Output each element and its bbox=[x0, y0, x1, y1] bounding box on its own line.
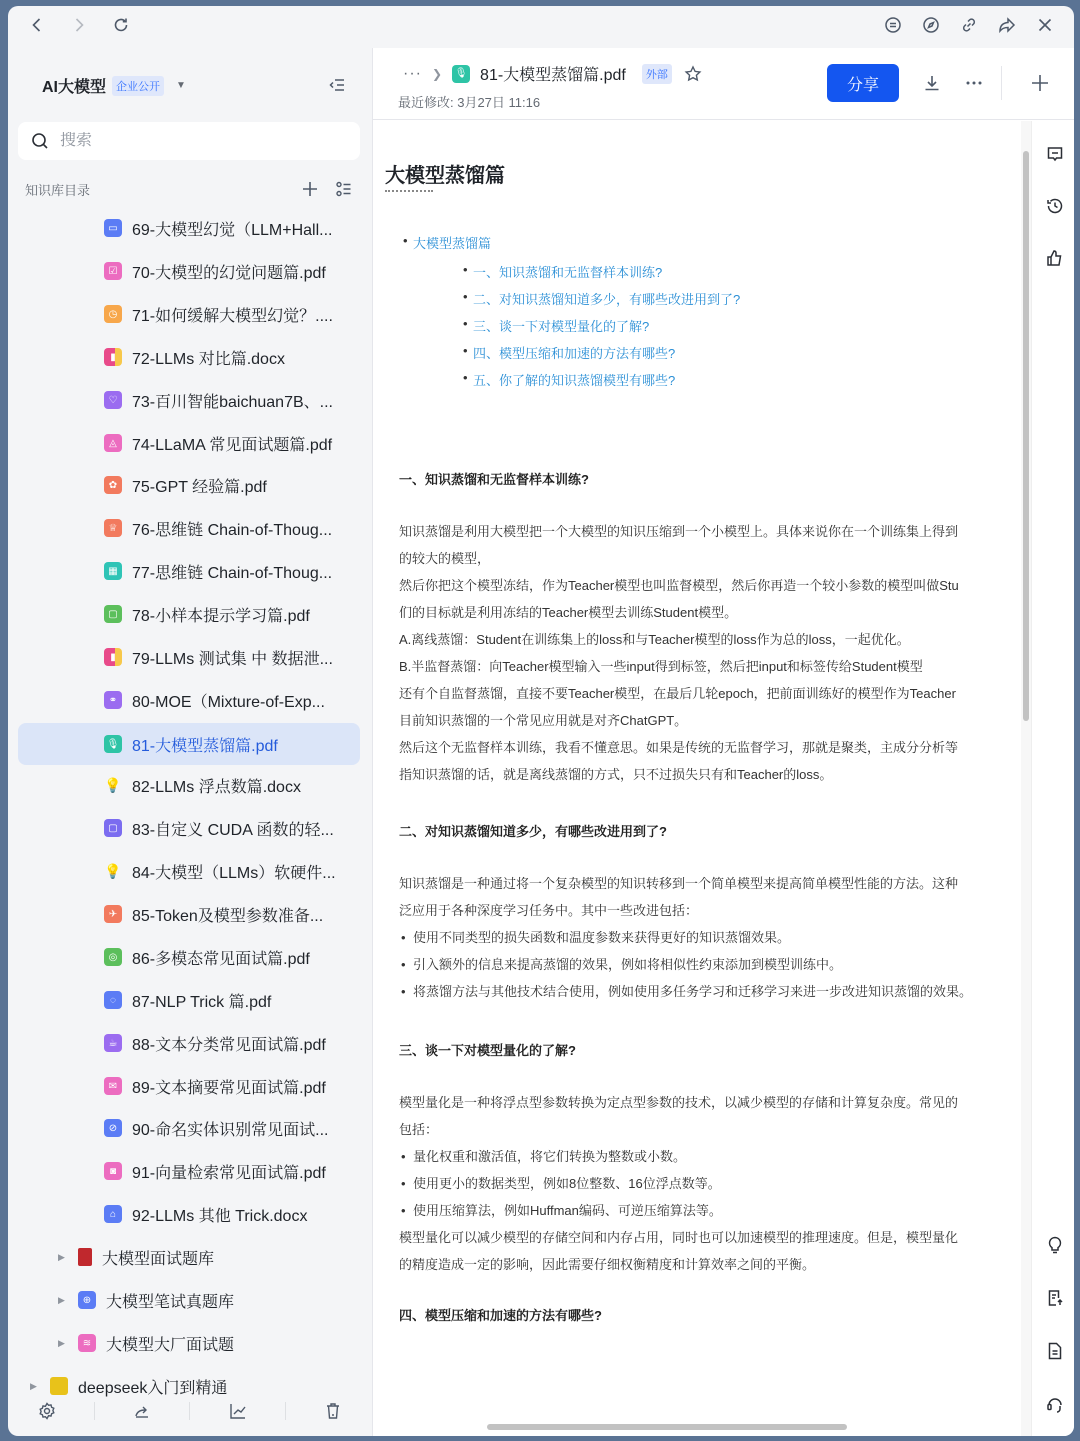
screen-icon: ▭ bbox=[104, 219, 122, 237]
add-icon[interactable] bbox=[1029, 72, 1051, 94]
trash-icon[interactable] bbox=[322, 1400, 344, 1422]
tree-item[interactable] bbox=[104, 1024, 326, 1062]
section-heading: 二、对知识蒸馏知道多少，有哪些改进用到了? bbox=[399, 824, 667, 839]
paragraph-line: 目前知识蒸馏的一个常见应用就是对齐ChatGPT。 bbox=[399, 713, 688, 728]
app-window bbox=[8, 6, 1074, 1436]
doc-name: 81-大模型蒸馏篇.pdf bbox=[480, 67, 626, 84]
tree-item-label: 79-LLMs 测试集 中 数据泄... bbox=[132, 650, 333, 668]
settings-icon[interactable] bbox=[36, 1400, 58, 1422]
palette-icon: ✿ bbox=[104, 476, 122, 494]
document-content bbox=[373, 121, 1015, 1436]
divider bbox=[1001, 66, 1002, 100]
bullet-item: • 引入额外的信息来提高蒸馏的效果，例如将相似性约束添加到模型训练中。 bbox=[399, 951, 972, 978]
link-icon[interactable] bbox=[958, 14, 980, 36]
tree-item-label: 77-思维链 Chain-of-Thoug... bbox=[132, 564, 333, 582]
document-title: 大模型蒸馏篇 bbox=[385, 159, 505, 188]
space-visibility-badge: 企业公开 bbox=[112, 76, 164, 96]
tree-folder[interactable] bbox=[58, 1324, 234, 1362]
bullet-item: • 使用更小的数据类型，例如8位整数、16位浮点数等。 bbox=[399, 1170, 958, 1197]
tree-item[interactable] bbox=[104, 509, 332, 547]
paragraph-line: 知识蒸馏是利用大模型把一个大模型的知识压缩到一个小模型上。具体来说你在一个训练集上得到 bbox=[399, 524, 959, 539]
tree-item[interactable] bbox=[104, 638, 333, 676]
paragraph-line: 们的目标就是利用冻结的Teacher模型去训练Student模型。 bbox=[399, 605, 738, 620]
toc-link[interactable]: • 大模型蒸馏篇 bbox=[413, 233, 740, 252]
paragraph-line: 包括： bbox=[399, 1122, 439, 1137]
tree-item-label: 83-自定义 CUDA 函数的轻... bbox=[132, 821, 334, 839]
globe-icon: ⊕ bbox=[78, 1291, 96, 1309]
tree-item-label: 87-NLP Trick 篇.pdf bbox=[132, 993, 272, 1011]
star-icon[interactable] bbox=[682, 63, 704, 85]
tree-item[interactable] bbox=[104, 252, 326, 290]
collapse-sidebar-icon[interactable] bbox=[326, 74, 348, 96]
section-heading: 一、知识蒸馏和无监督样本训练? bbox=[399, 472, 589, 487]
paragraph-line: 的较大的模型， bbox=[399, 551, 491, 566]
chat-icon[interactable] bbox=[882, 14, 904, 36]
expand-arrow-icon[interactable]: ▶ bbox=[58, 1337, 65, 1348]
bullet-item: • 将蒸馏方法与其他技术结合使用，例如使用多任务学习和迁移学习来进一步改进知识蒸馏的效果。 bbox=[399, 978, 972, 1005]
search-icon bbox=[30, 131, 50, 151]
like-icon[interactable] bbox=[1044, 247, 1066, 269]
toc-link[interactable]: • 四、模型压缩和加速的方法有哪些? bbox=[473, 343, 740, 370]
note-icon: ▢ bbox=[104, 819, 122, 837]
tree-item-label: 82-LLMs 浮点数篇.docx bbox=[132, 778, 301, 796]
mail-icon: ✉ bbox=[104, 1077, 122, 1095]
paragraph-line: 泛应用于各种深度学习任务中。其中一些改进包括： bbox=[399, 903, 699, 918]
layers-icon: ≋ bbox=[78, 1334, 96, 1352]
clock-icon: ◷ bbox=[104, 305, 122, 323]
section-body bbox=[399, 870, 972, 1005]
external-badge: 外部 bbox=[642, 64, 672, 84]
doc-upload-icon[interactable] bbox=[1044, 1287, 1066, 1309]
list-view-icon[interactable] bbox=[333, 178, 355, 200]
forward-share-icon[interactable] bbox=[996, 14, 1018, 36]
note-icon: ▢ bbox=[104, 605, 122, 623]
lightbulb-icon: 💡 bbox=[104, 862, 122, 879]
tree-item[interactable] bbox=[104, 381, 333, 419]
tree-item-label: 80-MOE（Mixture-of-Exp... bbox=[132, 693, 325, 711]
camera-icon: ◙ bbox=[104, 1162, 122, 1180]
tree-item[interactable] bbox=[104, 1195, 307, 1233]
tree-folder-label: 大模型大厂面试题 bbox=[106, 1336, 235, 1354]
toc-link[interactable]: • 五、你了解的知识蒸馏模型有哪些? bbox=[473, 370, 740, 397]
expand-arrow-icon[interactable]: ▶ bbox=[58, 1294, 65, 1305]
airplane-icon: ✈ bbox=[104, 905, 122, 923]
tree-item-label: 76-思维链 Chain-of-Thoug... bbox=[132, 521, 333, 539]
bullet-item: • 使用压缩算法，例如Huffman编码、可逆压缩算法等。 bbox=[399, 1197, 958, 1224]
paragraph-line: 然后这个无监督样本训练，我看不懂意思。如果是传统的无监督学习，那就是聚类，主成分分析等 bbox=[399, 740, 959, 755]
compass-icon[interactable] bbox=[920, 14, 942, 36]
tree-item[interactable] bbox=[104, 938, 310, 976]
doc-header bbox=[373, 48, 1074, 120]
grid-icon: ▦ bbox=[104, 562, 122, 580]
bullet-item: • 量化权重和激活值，将它们转换为整数或小数。 bbox=[399, 1143, 958, 1170]
lightbulb-icon[interactable] bbox=[1044, 1234, 1066, 1256]
expand-arrow-icon[interactable]: ▶ bbox=[58, 1251, 65, 1262]
bell-icon: ◬ bbox=[104, 434, 122, 452]
tree-item[interactable] bbox=[104, 1109, 328, 1147]
tree-item[interactable] bbox=[104, 595, 310, 633]
coffee-cup-icon: ☕ bbox=[104, 1034, 122, 1052]
sidebar-footer bbox=[8, 1396, 372, 1426]
refresh-icon[interactable] bbox=[110, 14, 132, 36]
right-rail bbox=[1031, 121, 1074, 1436]
comment-icon[interactable] bbox=[1044, 143, 1066, 165]
tree-item[interactable] bbox=[104, 809, 334, 847]
compass-icon: ⊘ bbox=[104, 1119, 122, 1137]
search-box[interactable] bbox=[18, 122, 360, 160]
tree-folder-label: 大模型笔试真题库 bbox=[106, 1293, 235, 1311]
toc-link[interactable]: • 三、谈一下对模型量化的了解? bbox=[473, 316, 740, 343]
tree-item[interactable] bbox=[104, 766, 301, 804]
document-icon[interactable] bbox=[1044, 1340, 1066, 1362]
checkbox-icon: ☑ bbox=[104, 262, 122, 280]
paragraph-line: B.半监督蒸馏：向Teacher模型输入一些input得到标签，然后把input和标签传给Student模型 bbox=[399, 659, 923, 674]
forward-icon[interactable] bbox=[68, 14, 90, 36]
divider bbox=[189, 1402, 190, 1420]
back-icon[interactable] bbox=[26, 14, 48, 36]
paragraph-line: 的精度造成一定的影响，因此需要仔细权衡精度和计算效率之间的平衡。 bbox=[399, 1257, 816, 1272]
toc-link[interactable]: • 二、对知识蒸馏知道多少，有哪些改进用到了? bbox=[473, 289, 740, 316]
add-icon[interactable] bbox=[299, 178, 321, 200]
tree-folder[interactable] bbox=[58, 1281, 234, 1319]
scrollbar-thumb[interactable] bbox=[1023, 151, 1029, 721]
tree-item[interactable] bbox=[104, 1152, 326, 1190]
microphone-icon: 🎙 bbox=[452, 65, 470, 83]
download-icon[interactable] bbox=[921, 72, 943, 94]
trophy-icon: ♕ bbox=[104, 519, 122, 537]
tree-item-label: 91-向量检索常见面试篇.pdf bbox=[132, 1164, 326, 1182]
tree-item[interactable] bbox=[104, 981, 271, 1019]
chevron-down-icon[interactable]: ▼ bbox=[176, 80, 186, 91]
tree-folder-label: 大模型面试题库 bbox=[102, 1250, 215, 1268]
tree-item[interactable] bbox=[104, 295, 333, 333]
space-title: AI大模型 bbox=[42, 79, 107, 96]
vertical-scrollbar[interactable] bbox=[1021, 121, 1031, 1436]
tree-item-label: 85-Token及模型参数准备... bbox=[132, 907, 324, 925]
share-nodes-icon: ⚭ bbox=[104, 691, 122, 709]
lightbulb-icon: 💡 bbox=[104, 776, 122, 793]
expand-arrow-icon[interactable]: ▶ bbox=[30, 1380, 37, 1391]
tree-item[interactable] bbox=[104, 681, 325, 719]
share-out-icon[interactable] bbox=[131, 1400, 153, 1422]
tree-item[interactable] bbox=[104, 338, 285, 376]
tree-item-label: 88-文本分类常见面试篇.pdf bbox=[132, 1036, 326, 1054]
shopping-bag-icon: ▮ bbox=[104, 648, 122, 666]
horizontal-scrollbar[interactable] bbox=[487, 1424, 847, 1430]
directory-header bbox=[25, 178, 355, 200]
tree-item-label: 72-LLMs 对比篇.docx bbox=[132, 350, 285, 368]
paragraph-line: 知识蒸馏是一种通过将一个复杂模型的知识转移到一个简单模型来提高简单模型性能的方法。这种 bbox=[399, 876, 959, 891]
tree-item-label: 86-多模态常见面试篇.pdf bbox=[132, 950, 310, 968]
headset-icon[interactable] bbox=[1044, 1393, 1066, 1415]
tree-item-label: 78-小样本提示学习篇.pdf bbox=[132, 607, 310, 625]
lightbulb-icon: ◌ bbox=[104, 991, 122, 1009]
bullet-item: • 使用不同类型的损失函数和温度参数来获得更好的知识蒸馏效果。 bbox=[399, 924, 972, 951]
top-bar bbox=[8, 6, 1074, 48]
toc-link[interactable]: • 一、知识蒸馏和无监督样本训练? bbox=[473, 262, 740, 289]
tree-item-label: 70-大模型的幻觉问题篇.pdf bbox=[132, 264, 326, 282]
tree-item[interactable] bbox=[104, 209, 333, 247]
tree-item[interactable] bbox=[104, 852, 336, 890]
space-switcher[interactable] bbox=[42, 74, 186, 97]
tree-item-label: 92-LLMs 其他 Trick.docx bbox=[132, 1207, 308, 1225]
stats-icon[interactable] bbox=[227, 1400, 249, 1422]
paragraph-line: 然后你把这个模型冻结，作为Teacher模型也叫监督模型，然后你再造一个较小参数的模型叫做Stu bbox=[399, 578, 959, 593]
tree-item-active[interactable] bbox=[18, 723, 360, 765]
chevron-right-icon: ❯ bbox=[431, 66, 443, 81]
paragraph-line: 还有个自监督蒸馏，直接不要Teacher模型，在最后几轮epoch，把前面训练好的模型作为Teacher bbox=[399, 686, 956, 701]
last-modified: 最近修改: 3月27日 11:16 bbox=[398, 95, 541, 110]
section-body bbox=[399, 518, 959, 788]
tree-item-label: 81-大模型蒸馏篇.pdf bbox=[132, 737, 278, 755]
tree-item-label: 89-文本摘要常见面试篇.pdf bbox=[132, 1079, 326, 1097]
globe-icon: ◎ bbox=[104, 948, 122, 966]
divider bbox=[94, 1402, 95, 1420]
share-button[interactable]: 分享 bbox=[827, 64, 899, 102]
breadcrumb-more[interactable]: ··· bbox=[403, 64, 422, 82]
microphone-icon: 🎙 bbox=[104, 735, 122, 753]
more-icon[interactable] bbox=[963, 72, 985, 94]
close-icon[interactable] bbox=[1034, 14, 1056, 36]
paragraph-line: 指知识蒸馏的话，就是离线蒸馏的方式，只不过损失只有和Teacher的loss。 bbox=[399, 767, 833, 782]
tree-item-label: 73-百川智能baichuan7B、... bbox=[132, 393, 333, 411]
history-icon[interactable] bbox=[1044, 195, 1066, 217]
tree-item-label: 71-如何缓解大模型幻觉？.... bbox=[132, 307, 333, 325]
tree-item[interactable] bbox=[104, 466, 267, 504]
paragraph-line: 模型量化是一种将浮点型参数转换为定点型参数的技术，以减少模型的存储和计算复杂度。常见的 bbox=[399, 1095, 959, 1110]
tag-icon: ⌂ bbox=[104, 1205, 122, 1223]
section-body bbox=[399, 1089, 958, 1278]
tree-folder[interactable] bbox=[58, 1238, 214, 1276]
tree-item[interactable] bbox=[104, 1067, 326, 1105]
section-heading: 四、模型压缩和加速的方法有哪些? bbox=[399, 1308, 602, 1323]
paragraph-line: 模型量化可以减少模型的存储空间和内存占用，同时也可以加速模型的推理速度。但是，模型量化 bbox=[399, 1230, 959, 1245]
book-icon bbox=[78, 1248, 92, 1266]
shopping-bag-icon: ▮ bbox=[104, 348, 122, 366]
tree-item[interactable] bbox=[104, 895, 323, 933]
notebook-icon bbox=[50, 1377, 68, 1395]
tree-item-label: 69-大模型幻觉（LLM+Hall... bbox=[132, 221, 333, 239]
paragraph-line: A.离线蒸馏：Student在训练集上的loss和与Teacher模型的loss作为总的loss，一起优化。 bbox=[399, 632, 910, 647]
heart-icon: ♡ bbox=[104, 391, 122, 409]
divider bbox=[285, 1402, 286, 1420]
tree-folder-label: deepseek入门到精通 bbox=[78, 1379, 228, 1397]
tree-item[interactable] bbox=[104, 552, 332, 590]
breadcrumb bbox=[403, 62, 704, 85]
main-panel bbox=[372, 48, 1074, 1436]
directory-title: 知识库目录 bbox=[25, 182, 91, 198]
sidebar bbox=[8, 48, 372, 1436]
tree-item-label: 90-命名实体识别常见面试... bbox=[132, 1121, 329, 1139]
search-input[interactable] bbox=[60, 132, 320, 150]
section-heading: 三、谈一下对模型量化的了解? bbox=[399, 1043, 576, 1058]
tree-item-label: 75-GPT 经验篇.pdf bbox=[132, 478, 267, 496]
tree-item-label: 84-大模型（LLMs）软硬件... bbox=[132, 864, 336, 882]
tree-item[interactable] bbox=[104, 424, 332, 462]
tree-item-label: 74-LLaMA 常见面试题篇.pdf bbox=[132, 436, 333, 454]
table-of-contents bbox=[413, 233, 740, 397]
